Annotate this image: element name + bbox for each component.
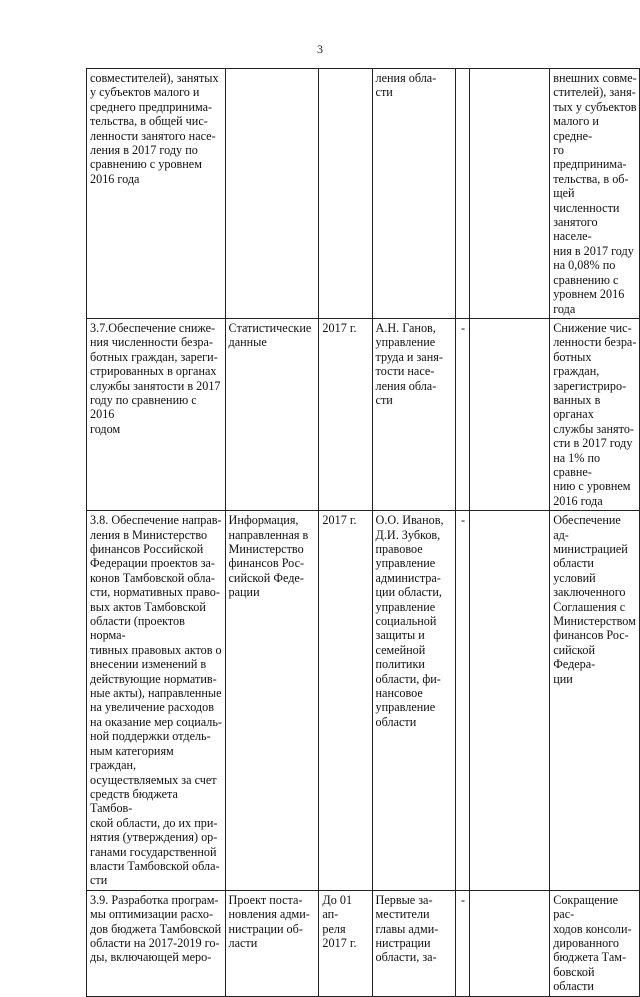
funding-cell: - bbox=[455, 318, 469, 510]
responsible-cell: А.Н. Ганов, управление труда и заня- тости насе- ления обла- сти bbox=[372, 318, 455, 510]
measure-cell: 3.7.Обеспечение сниже- ния численности безра- ботных граждан, зареги- стрированных в органах службы занятости в 2017 году по сравнению с 2016 годом bbox=[87, 318, 226, 510]
measure-cell: совместителей), занятых у субъектов малого и среднего предпринима- тельства, в общей чис- ленности занятого насе- ления в 2017 году по сравнению с уровнем 2016 года bbox=[87, 69, 226, 319]
empty-cell bbox=[470, 890, 550, 996]
table-row bbox=[87, 69, 640, 319]
funding-cell: - bbox=[455, 890, 469, 996]
responsible-cell: О.О. Иванов, Д.И. Зубков, правовое управление администра- ции области, управление социальной защиты и семейной политики области, фи- нансовое управление области bbox=[372, 511, 455, 891]
result-form-cell bbox=[225, 69, 319, 319]
measure-cell: 3.8. Обеспечение направ- ления в Министерство финансов Российской Федерации проектов за- конов Тамбовской обла- сти, нормативных право- вых актов Тамбовской области (проектов норма- тивных правовых актов о внесении изменений в действующие норматив- ные акты), направленные на увеличение расходов на оказание мер социаль- ной поддержки отдель- ным категориям граждан, осуществляемых за счет средств бюджета Тамбов- ской области, до их при- нятия (утверждения) ор- ганами государственной власти Тамбовской обла- сти bbox=[87, 511, 226, 891]
table-row bbox=[87, 890, 640, 996]
expected-result-cell: внешних совме- стителей), заня- тых у субъектов малого и средне- го предпринима- тельства, в об- щей численности занятого населе- ния в 2017 году на 0,08% по сравнению с уровнем 2016 года bbox=[550, 69, 640, 319]
page-number: 3 bbox=[317, 42, 323, 56]
responsible-cell: ления обла- сти bbox=[372, 69, 455, 319]
empty-cell bbox=[470, 318, 550, 510]
deadline-cell: До 01 ап- реля 2017 г. bbox=[319, 890, 372, 996]
deadline-cell bbox=[319, 69, 372, 319]
table-row bbox=[87, 511, 640, 891]
deadline-cell: 2017 г. bbox=[319, 318, 372, 510]
result-form-cell: Проект поста- новления адми- нистрации об- ласти bbox=[225, 890, 319, 996]
deadline-cell: 2017 г. bbox=[319, 511, 372, 891]
empty-cell bbox=[470, 511, 550, 891]
empty-cell bbox=[470, 69, 550, 319]
funding-cell: - bbox=[455, 511, 469, 891]
funding-cell bbox=[455, 69, 469, 319]
expected-result-cell: Сокращение рас- ходов консоли- дированного бюджета Там- бовской области bbox=[550, 890, 640, 996]
expected-result-cell: Снижение чис- ленности безра- ботных граждан, зарегистриро- ванных в органах службы занято- сти в 2017 году на 1% по сравне- нию с уровнем 2016 года bbox=[550, 318, 640, 510]
result-form-cell: Статистические данные bbox=[225, 318, 319, 510]
table-row bbox=[87, 318, 640, 510]
responsible-cell: Первые за- местители главы адми- нистрации области, за- bbox=[372, 890, 455, 996]
result-form-cell: Информация, направленная в Министерство финансов Рос- сийской Феде- рации bbox=[225, 511, 319, 891]
measure-cell: 3.9. Разработка програм- мы оптимизации расхо- дов бюджета Тамбовской области на 2017-2019 го- ды, включающей меро- bbox=[87, 890, 226, 996]
expected-result-cell: Обеспечение ад- министрацией области условий заключенного Соглашения с Министерством финансов Рос- сийской Федера- ции bbox=[550, 511, 640, 891]
action-plan-table bbox=[86, 68, 640, 997]
